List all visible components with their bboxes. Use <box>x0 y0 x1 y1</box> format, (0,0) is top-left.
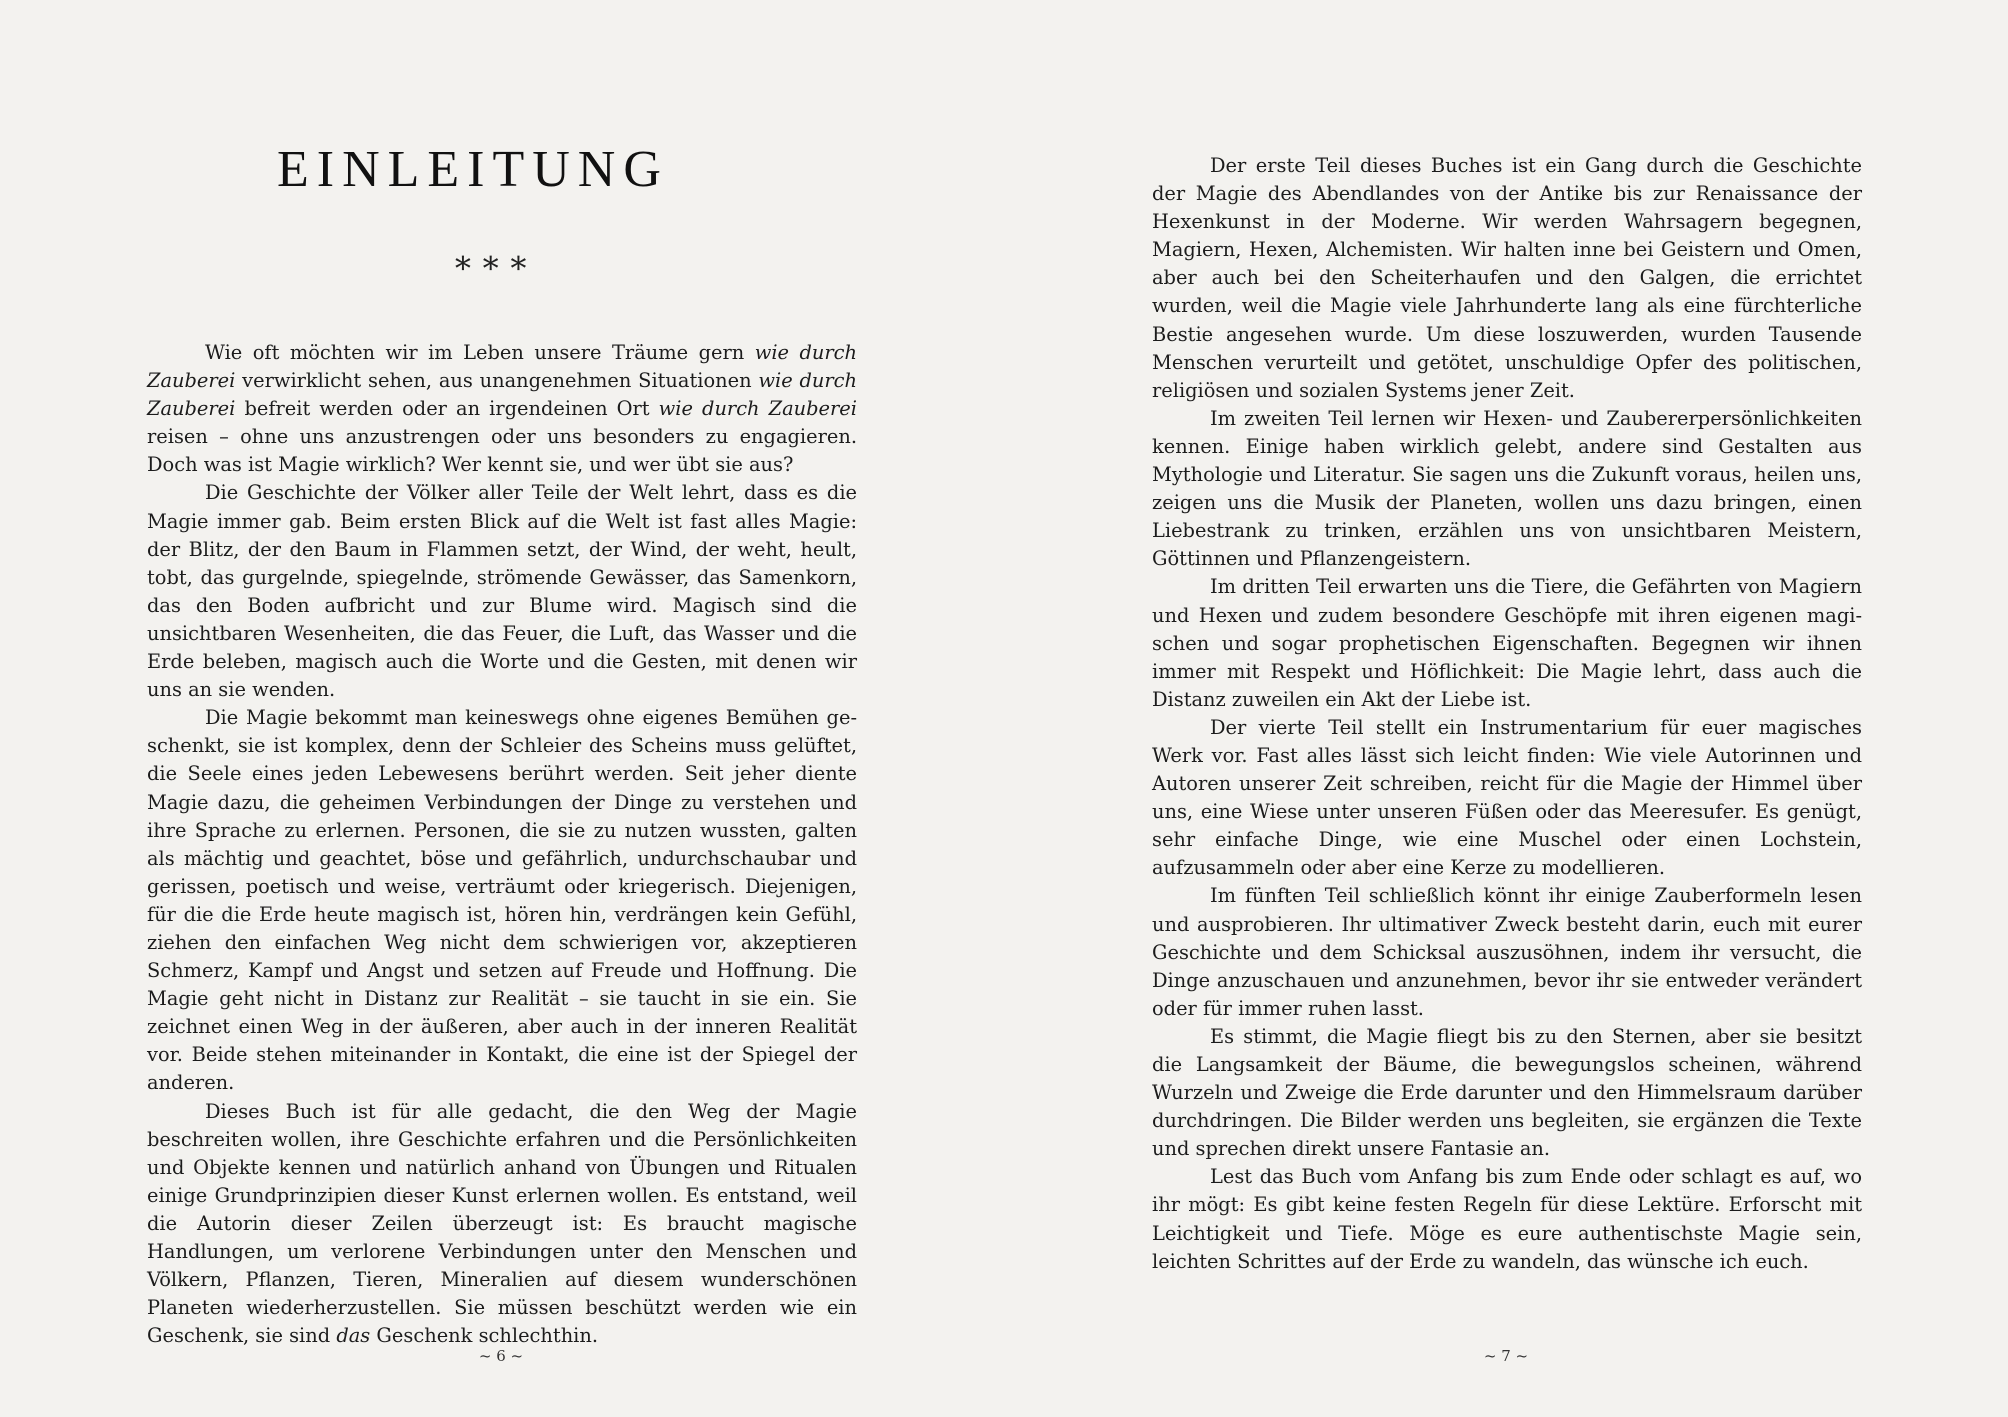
paragraph <box>147 479 857 704</box>
left-page <box>147 0 857 1417</box>
text-run: Es stimmt, die Magie fliegt bis zu den Sternen, aber sie besitzt die Langsamkeit der Bäume, die bewegungslos scheinen, während Wurzeln und Zweige die Erde darunter und den Himmelsraum darüber durchdringen. Die Bilder werden uns begleiten, sie ergänzen die Texte und sprechen direkt unsere Fantasie an. <box>1152 1024 1862 1161</box>
paragraph <box>1152 405 1862 574</box>
text-run: Geschenk schlechthin. <box>370 1324 599 1348</box>
page-number: ~ 6 ~ <box>478 1347 524 1365</box>
text-run: Die Magie bekommt man keineswegs ohne eigenes Bemühen geschenkt, sie ist komplex, denn der Schleier des Scheins muss gelüftet, die Seele eines jeden Lebewesens berührt werden. Seit jeher diente Magie dazu, die geheimen Verbindungen der Dinge zu verstehen und ihre Sprache zu erlernen. Personen, die sie zu nutzen wussten, galten als mächtig und geachtet, böse und gefährlich, undurchschaubar und gerissen, poetisch und weise, verträumt oder kriegerisch. Diejenigen, für die die Erde heute magisch ist, hören hin, verdrängen kein Gefühl, ziehen den einfachen Weg nicht dem schwierigen vor, akzeptieren Schmerz, Kampf und Angst und setzen auf Freude und Hoffnung. Die Magie geht nicht in Distanz zur Realität – sie taucht in sie ein. Sie zeichnet einen Weg in der äußeren, aber auch in der inneren Realität vor. Beide stehen miteinander in Kontakt, die eine ist der Spiegel der anderen. <box>147 706 857 1095</box>
paragraph <box>1152 573 1862 713</box>
asterism-ornament: ∗∗∗ <box>452 243 536 281</box>
text-run: Im fünften Teil schließlich könnt ihr einige Zauberformeln lesen und ausprobieren. Ihr ultimativer Zweck besteht darin, euch mit eurer Geschichte und dem Schicksal auszusöhnen, indem ihr versucht, die Dinge anzuschauen und anzunehmen, bevor ihr sie entweder verändert oder für immer ruhen lasst. <box>1152 884 1862 1020</box>
paragraph <box>147 704 857 1097</box>
text-run: Lest das Buch vom Anfang bis zum Ende oder schlagt es auf, wo ihr mögt: Es gibt keine festen Regeln für diese Lektüre. Erforscht mit Leichtigkeit und Tiefe. Möge es eure authentischste Magie sein, leichten Schrittes auf der Erde zu wandeln, das wünsche ich euch. <box>1152 1165 1862 1273</box>
paragraph <box>1152 152 1862 405</box>
paragraph <box>147 1098 857 1351</box>
italic-phrase: wie durch Zauberei <box>147 369 857 421</box>
text-run: Wie oft möchten wir im Leben unsere Träume gern <box>205 341 755 364</box>
right-body-text <box>1152 152 1862 1276</box>
paragraph <box>1152 882 1862 1022</box>
paragraph <box>1152 714 1862 883</box>
text-run: reisen – ohne uns anzustrengen oder uns besonders zu engagieren. Doch was ist Magie wirklich? Wer kennt sie, und wer übt sie aus? <box>147 425 857 477</box>
paragraph <box>147 339 857 479</box>
left-body-text <box>147 339 857 1350</box>
italic-phrase: wie durch Zauberei <box>147 341 857 393</box>
text-run: Die Geschichte der Völker aller Teile der Welt lehrt, dass es die Magie immer gab. Beim ersten Blick auf die Welt ist fast alles Magie: der Blitz, der den Baum in Flammen setzt, der Wind, der weht, heult, tobt, das gurgelnde, spiegelnde, strömende Gewässer, das Samenkorn, das den Boden aufbricht und zur Blume wird. Magisch sind die unsichtbaren Wesenheiten, die das Feuer, die Luft, das Wasser und die Erde beleben, magisch auch die Worte und die Gesten, mit denen wir uns an sie wenden. <box>147 481 857 702</box>
text-run: Im dritten Teil erwarten uns die Tiere, die Gefährten von Magiern und Hexen und zudem besondere Geschöpfe mit ihren eigenen magischen und sogar prophetischen Eigenschaften. Begegnen wir ihnen immer mit Respekt und Höflichkeit: Die Magie lehrt, dass auch die Distanz zuweilen ein Akt der Liebe ist. <box>1152 575 1862 711</box>
text-run: Der erste Teil dieses Buches ist ein Gang durch die Geschichte der Magie des Abendlandes von der Antike bis zur Renaissance der Hexenkunst in der Moderne. Wir werden Wahrsagern begegnen, Magiern, Hexen, Alchemisten. Wir halten inne bei Geistern und Omen, aber auch bei den Scheiterhaufen und den Galgen, die errichtet wurden, weil die Magie viele Jahrhunderte lang als eine fürchterliche Bestie angesehen wurde. Um diese loszuwerden, wurden Tausende Menschen verurteilt und getötet, unschuldige Opfer des politischen, religiösen und sozialen Systems jener Zeit. <box>1152 154 1862 402</box>
paragraph <box>1152 1163 1862 1275</box>
page-number: ~ 7 ~ <box>1483 1347 1529 1365</box>
text-run: Dieses Buch ist für alle gedacht, die den Weg der Magie beschreiten wollen, ihre Geschichte erfahren und die Persönlichkeiten und Objekte kennen und natürlich anhand von Übungen und Ritualen einige Grundprinzipien dieser Kunst erlernen wollen. Es entstand, weil die Autorin dieser Zeilen überzeugt ist: Es braucht magische Handlungen, um verlorene Verbindungen unter den Menschen und Völkern, Pflanzen, Tieren, Mineralien auf diesem wunderschönen Planeten wiederherzustellen. Sie müssen beschützt werden wie ein Geschenk, sie sind <box>147 1099 857 1348</box>
chapter-title: EINLEITUNG <box>277 141 669 198</box>
paragraph <box>1152 1023 1862 1163</box>
italic-phrase: wie durch Zauberei <box>658 397 857 421</box>
text-run: Im zweiten Teil lernen wir Hexen- und Zaubererpersönlichkeiten kennen. Einige haben wirklich gelebt, andere sind Gestalten aus Mythologie und Literatur. Sie sagen uns die Zukunft voraus, heilen uns, zeigen uns die Musik der Planeten, wollen uns dazu bringen, einen Liebestrank zu trinken, erzählen uns von unsichtbaren Meistern, Göttinnen und Pflanzengeistern. <box>1152 406 1862 571</box>
text-run: befreit werden oder an irgendeinen Ort <box>235 397 659 421</box>
text-run: verwirklicht sehen, aus unangenehmen Situationen <box>235 369 759 393</box>
italic-phrase: das <box>336 1324 371 1348</box>
text-run: Der vierte Teil stellt ein Instrumentarium für euer magisches Werk vor. Fast alles lässt sich leicht finden: Wie viele Autorinnen und Autoren unserer Zeit schreiben, reicht für die Magie der Himmel über uns, eine Wiese unter unseren Füßen oder das Meeresufer. Es genügt, sehr einfache Dinge, wie eine Muschel oder einen Lochstein, aufzusammeln oder aber eine Kerze zu modellieren. <box>1152 715 1862 880</box>
right-page <box>1152 0 1862 1417</box>
